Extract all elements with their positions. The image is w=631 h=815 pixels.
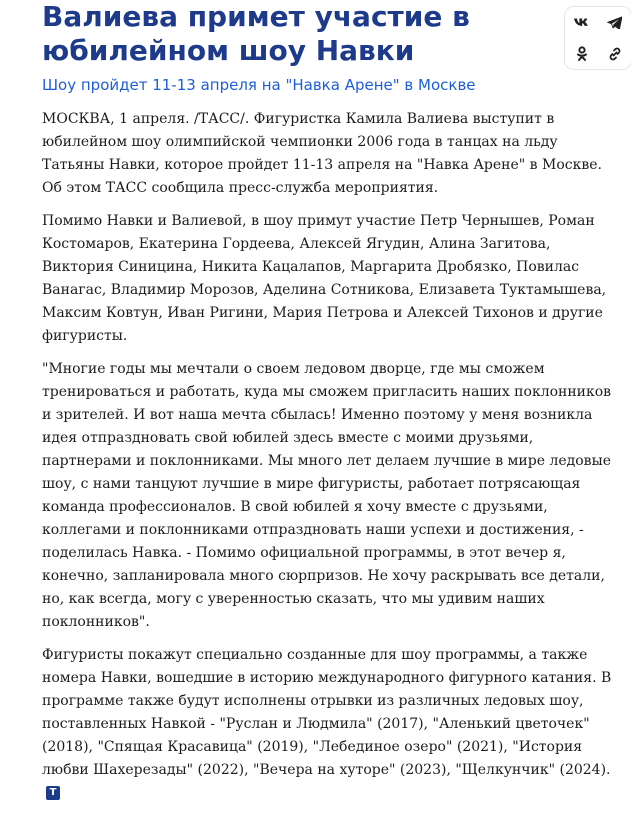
article-paragraph: МОСКВА, 1 апреля. /ТАСС/. Фигуристка Камила Валиева выступит в юбилейном шоу олимпийской чемпионки 2006 года в танцах на льду Татьяны Навки, которое пройдет 11-13 апреля на "Навка Арене" в Москве. Об этом ТАСС сообщила пресс-служба мероприятия. [42,111,602,196]
article-subheadline: Шоу пройдет 11-13 апреля на "Навка Арене" в Москве [42,76,476,94]
article-paragraph: Помимо Навки и Валиевой, в шоу примут участие Петр Чернышев, Роман Костомаров, Екатерина Гордеева, Алексей Ягудин, Алина Загитова, Виктория Синицина, Никита Кацалапов, Маргарита Дробязко, Повилас Ванагас, Владимир Морозов, Аделина Сотникова, Елизавета Туктамышева, Максим Ковтун, Иван Ригини, Мария Петрова и Алексей Тихонов и другие фигуристы. [42,213,607,344]
article-body [42,108,624,815]
telegram-share-button[interactable] [598,7,631,38]
share-panel [564,6,631,70]
vk-share-button[interactable] [565,7,598,38]
link-icon [607,46,623,62]
copy-link-button[interactable] [598,38,631,69]
article-paragraph [42,644,624,805]
ok-icon [576,46,588,62]
telegram-icon [607,16,622,29]
article-headline: Валиева примет участие в юбилейном шоу Навки [42,0,470,67]
article-paragraph-text: Фигуристы покажут специально созданные для шоу программы, а также номера Навки, вошедшие в историю международного фигурного катания. В программе также будут исполнены отрывки из различных ледовых шоу, поставленных Навкой - "Руслан и Людмила" (2017), "Аленький цветочек" (2018), "Спящая Красавица" (2019), "Лебединое озеро" (2021), "История любви Шахерезады" (2022), "Вечера на хуторе" (2023), "Щелкунчик" (2024). [42,647,612,778]
article-paragraph: "Многие годы мы мечтали о своем ледовом дворце, где мы сможем тренироваться и работать, куда мы сможем пригласить наших поклонников и зрителей. И вот наша мечта сбылась! Именно поэтому у меня возникла идея отпраздновать свой юбилей здесь вместе с моими друзьями, партнерами и поклонниками. Мы много лет делаем лучшие в мире ледовые шоу, с нами танцуют лучшие в мире фигуристы, работает потрясающая команда профессионалов. В свой юбилей я хочу вместе с друзьями, коллегами и поклонниками отпраздновать наши успехи и достижения, - поделилась Навка. - Помимо официальной программы, в этот вечер я, конечно, запланировала много сюрпризов. Не хочу раскрывать все детали, но, как всегда, могу с уверенностью сказать, что мы удивим наших поклонников". [42,361,612,630]
tass-logo-badge: T [46,786,60,800]
ok-share-button[interactable] [565,38,598,69]
vk-icon [574,18,590,28]
